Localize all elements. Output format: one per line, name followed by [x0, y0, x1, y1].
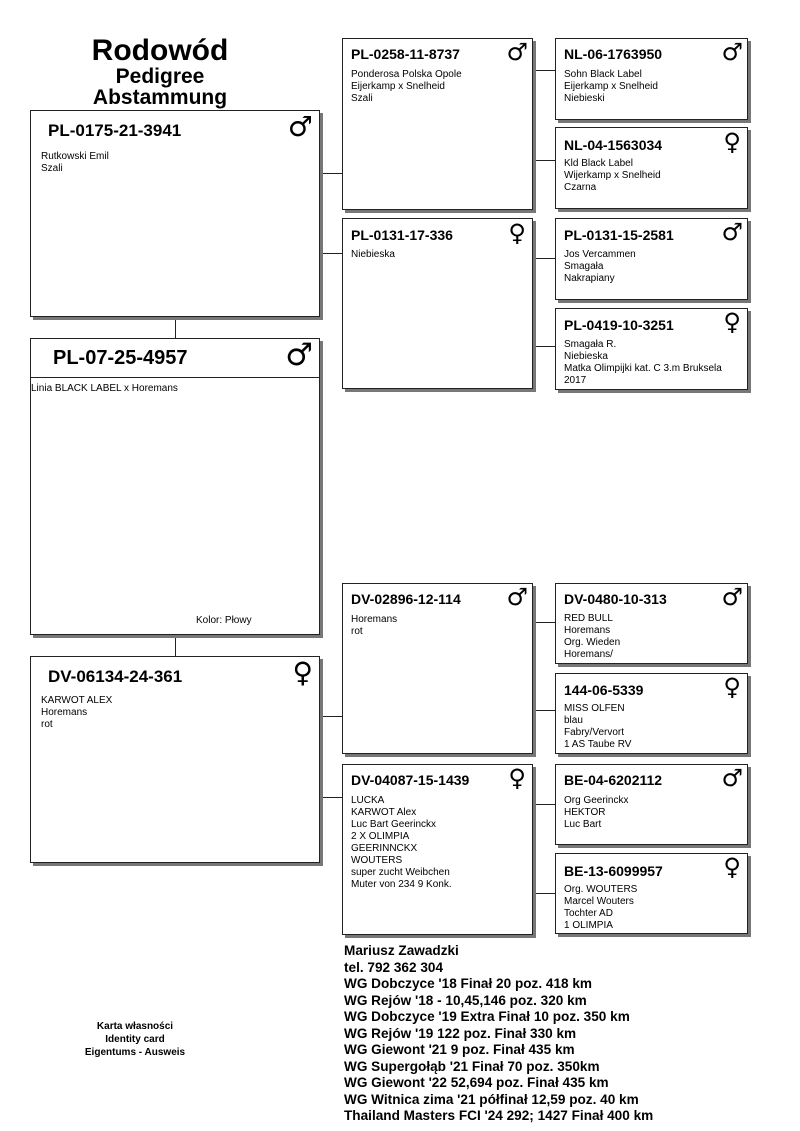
bird-details: Linia BLACK LABEL x Horemans — [31, 383, 178, 394]
female-icon: ♀ — [723, 128, 741, 156]
result-line: WG Rejów '18 - 10,45,146 poz. 320 km — [344, 992, 587, 1008]
color-label: Kolor: Płowy — [196, 615, 252, 626]
connector-line — [533, 160, 555, 161]
connector-line — [175, 317, 176, 338]
bird-details: Horemans rot — [351, 614, 398, 637]
result-line: WG Witnica zima '21 półfinał 12,59 poz. 40 km — [344, 1091, 639, 1107]
ring-number: PL-0131-17-336 — [351, 227, 453, 243]
bird-details: MISS OLFEN blau Fabry/Vervort 1 AS Taube RV — [564, 703, 632, 750]
sire-dam-card — [342, 218, 533, 389]
ggp-card — [555, 583, 748, 664]
ggp-card — [555, 764, 748, 845]
bird-details: Smagała R. Niebieska Matka Olimpijki kat. C 3.m Bruksela 2017 — [564, 339, 722, 386]
sire-sire-card — [342, 38, 533, 210]
result-line: WG Giewont '21 9 poz. Finał 435 km — [344, 1042, 575, 1057]
ggp-card — [555, 38, 748, 120]
owner-name: Mariusz Zawadzki — [344, 943, 459, 958]
bird-details: Ponderosa Polska Opole Eijerkamp x Snelheid Szali — [351, 69, 462, 104]
ggp-card — [555, 127, 748, 209]
male-icon: ♂ — [721, 218, 743, 246]
result-line: WG Dobczyce '18 Finał 20 poz. 418 km — [344, 976, 593, 991]
male-icon: ♂ — [721, 583, 743, 611]
female-icon: ♀ — [508, 764, 526, 792]
female-icon: ♀ — [292, 656, 313, 689]
female-icon: ♀ — [508, 219, 526, 247]
bird-details: LUCKA KARWOT Alex Luc Bart Geerinckx 2 X OLIMPIA GEERINNCKX WOUTERS super zucht Weibchen Muter von 234 9 Konk. — [351, 795, 452, 890]
result-line: Thailand Masters FCI '24 292; 1427 Finał 400 km — [344, 1108, 654, 1123]
dam-dam-card — [342, 764, 533, 935]
result-line: WG Giewont '22 52,694 poz. Finał 435 km — [344, 1075, 609, 1090]
subject-card — [30, 338, 320, 635]
connector-line — [320, 716, 342, 717]
ring-number: DV-02896-12-114 — [351, 591, 461, 607]
header-underline — [31, 377, 319, 378]
pedigree-title — [80, 36, 240, 108]
title-rodowod: Rodowód — [91, 34, 229, 67]
ggp-card — [555, 673, 748, 754]
connector-line — [533, 710, 555, 711]
connector-line — [533, 258, 555, 259]
connector-line — [320, 253, 342, 254]
ring-number: DV-04087-15-1439 — [351, 772, 470, 788]
ring-number: BE-13-6099957 — [564, 863, 663, 879]
male-icon: ♂ — [506, 583, 528, 611]
ring-number: PL-0258-11-8737 — [351, 46, 460, 62]
connector-line — [533, 893, 555, 894]
ggp-card — [555, 218, 748, 300]
bird-details: RED BULL Horemans Org. Wieden Horemans/ — [564, 613, 621, 660]
owner-results — [344, 943, 653, 1125]
ring-number: PL-07-25-4957 — [53, 347, 188, 369]
ring-number: DV-06134-24-361 — [48, 667, 183, 686]
dam-card — [30, 656, 320, 863]
result-line: WG Supergołąb '21 Finał 70 poz. 350km — [344, 1058, 600, 1074]
bird-details: Kld Black Label Wijerkamp x Snelheid Czarna — [564, 158, 661, 193]
connector-line — [320, 173, 342, 174]
male-icon: ♂ — [506, 38, 528, 66]
bird-details: Org Geerinckx HEKTOR Luc Bart — [564, 795, 629, 830]
bird-details: KARWOT ALEX Horemans rot — [41, 695, 113, 730]
title-abstammung: Abstammung — [92, 86, 228, 109]
ring-number: PL-0131-15-2581 — [564, 227, 674, 243]
female-icon: ♀ — [723, 673, 741, 701]
ring-number: PL-0175-21-3941 — [48, 121, 182, 140]
bird-details: Jos Vercammen Smagała Nakrapiany — [564, 249, 636, 284]
connector-line — [533, 622, 555, 623]
ggp-card — [555, 308, 748, 390]
ring-number: NL-06-1763950 — [564, 46, 663, 62]
ring-number: DV-0480-10-313 — [564, 591, 667, 607]
connector-line — [533, 346, 555, 347]
male-icon: ♂ — [287, 110, 313, 143]
identity-card-label: Karta własności Identity card Eigentums - Ausweis — [84, 1021, 186, 1058]
bird-details: Niebieska — [351, 249, 395, 260]
bird-details: Rutkowski Emil Szali — [41, 151, 109, 174]
male-icon: ♂ — [285, 337, 313, 373]
ring-number: 144-06-5339 — [564, 682, 644, 698]
female-icon: ♀ — [723, 308, 741, 336]
ring-number: PL-0419-10-3251 — [564, 317, 674, 333]
dam-sire-card — [342, 583, 533, 754]
connector-line — [320, 797, 342, 798]
bird-details: Sohn Black Label Eijerkamp x Snelheid Niebieski — [564, 69, 658, 104]
title-pedigree: Pedigree — [115, 65, 205, 88]
connector-line — [175, 635, 176, 656]
result-line: WG Rejów '19 122 poz. Finał 330 km — [344, 1025, 577, 1041]
connector-line — [533, 804, 555, 805]
connector-line — [533, 70, 555, 71]
owner-phone: tel. 792 362 304 — [344, 959, 444, 975]
male-icon: ♂ — [721, 764, 743, 792]
male-icon: ♂ — [721, 38, 743, 66]
bird-details: Org. WOUTERS Marcel Wouters Tochter AD 1 OLIMPIA — [564, 884, 638, 931]
result-line: WG Dobczyce '19 Extra Finał 10 poz. 350 km — [344, 1009, 630, 1024]
ggp-card — [555, 853, 748, 934]
ring-number: NL-04-1563034 — [564, 137, 663, 153]
ring-number: BE-04-6202112 — [564, 772, 663, 788]
female-icon: ♀ — [723, 853, 741, 881]
sire-card — [30, 110, 320, 317]
